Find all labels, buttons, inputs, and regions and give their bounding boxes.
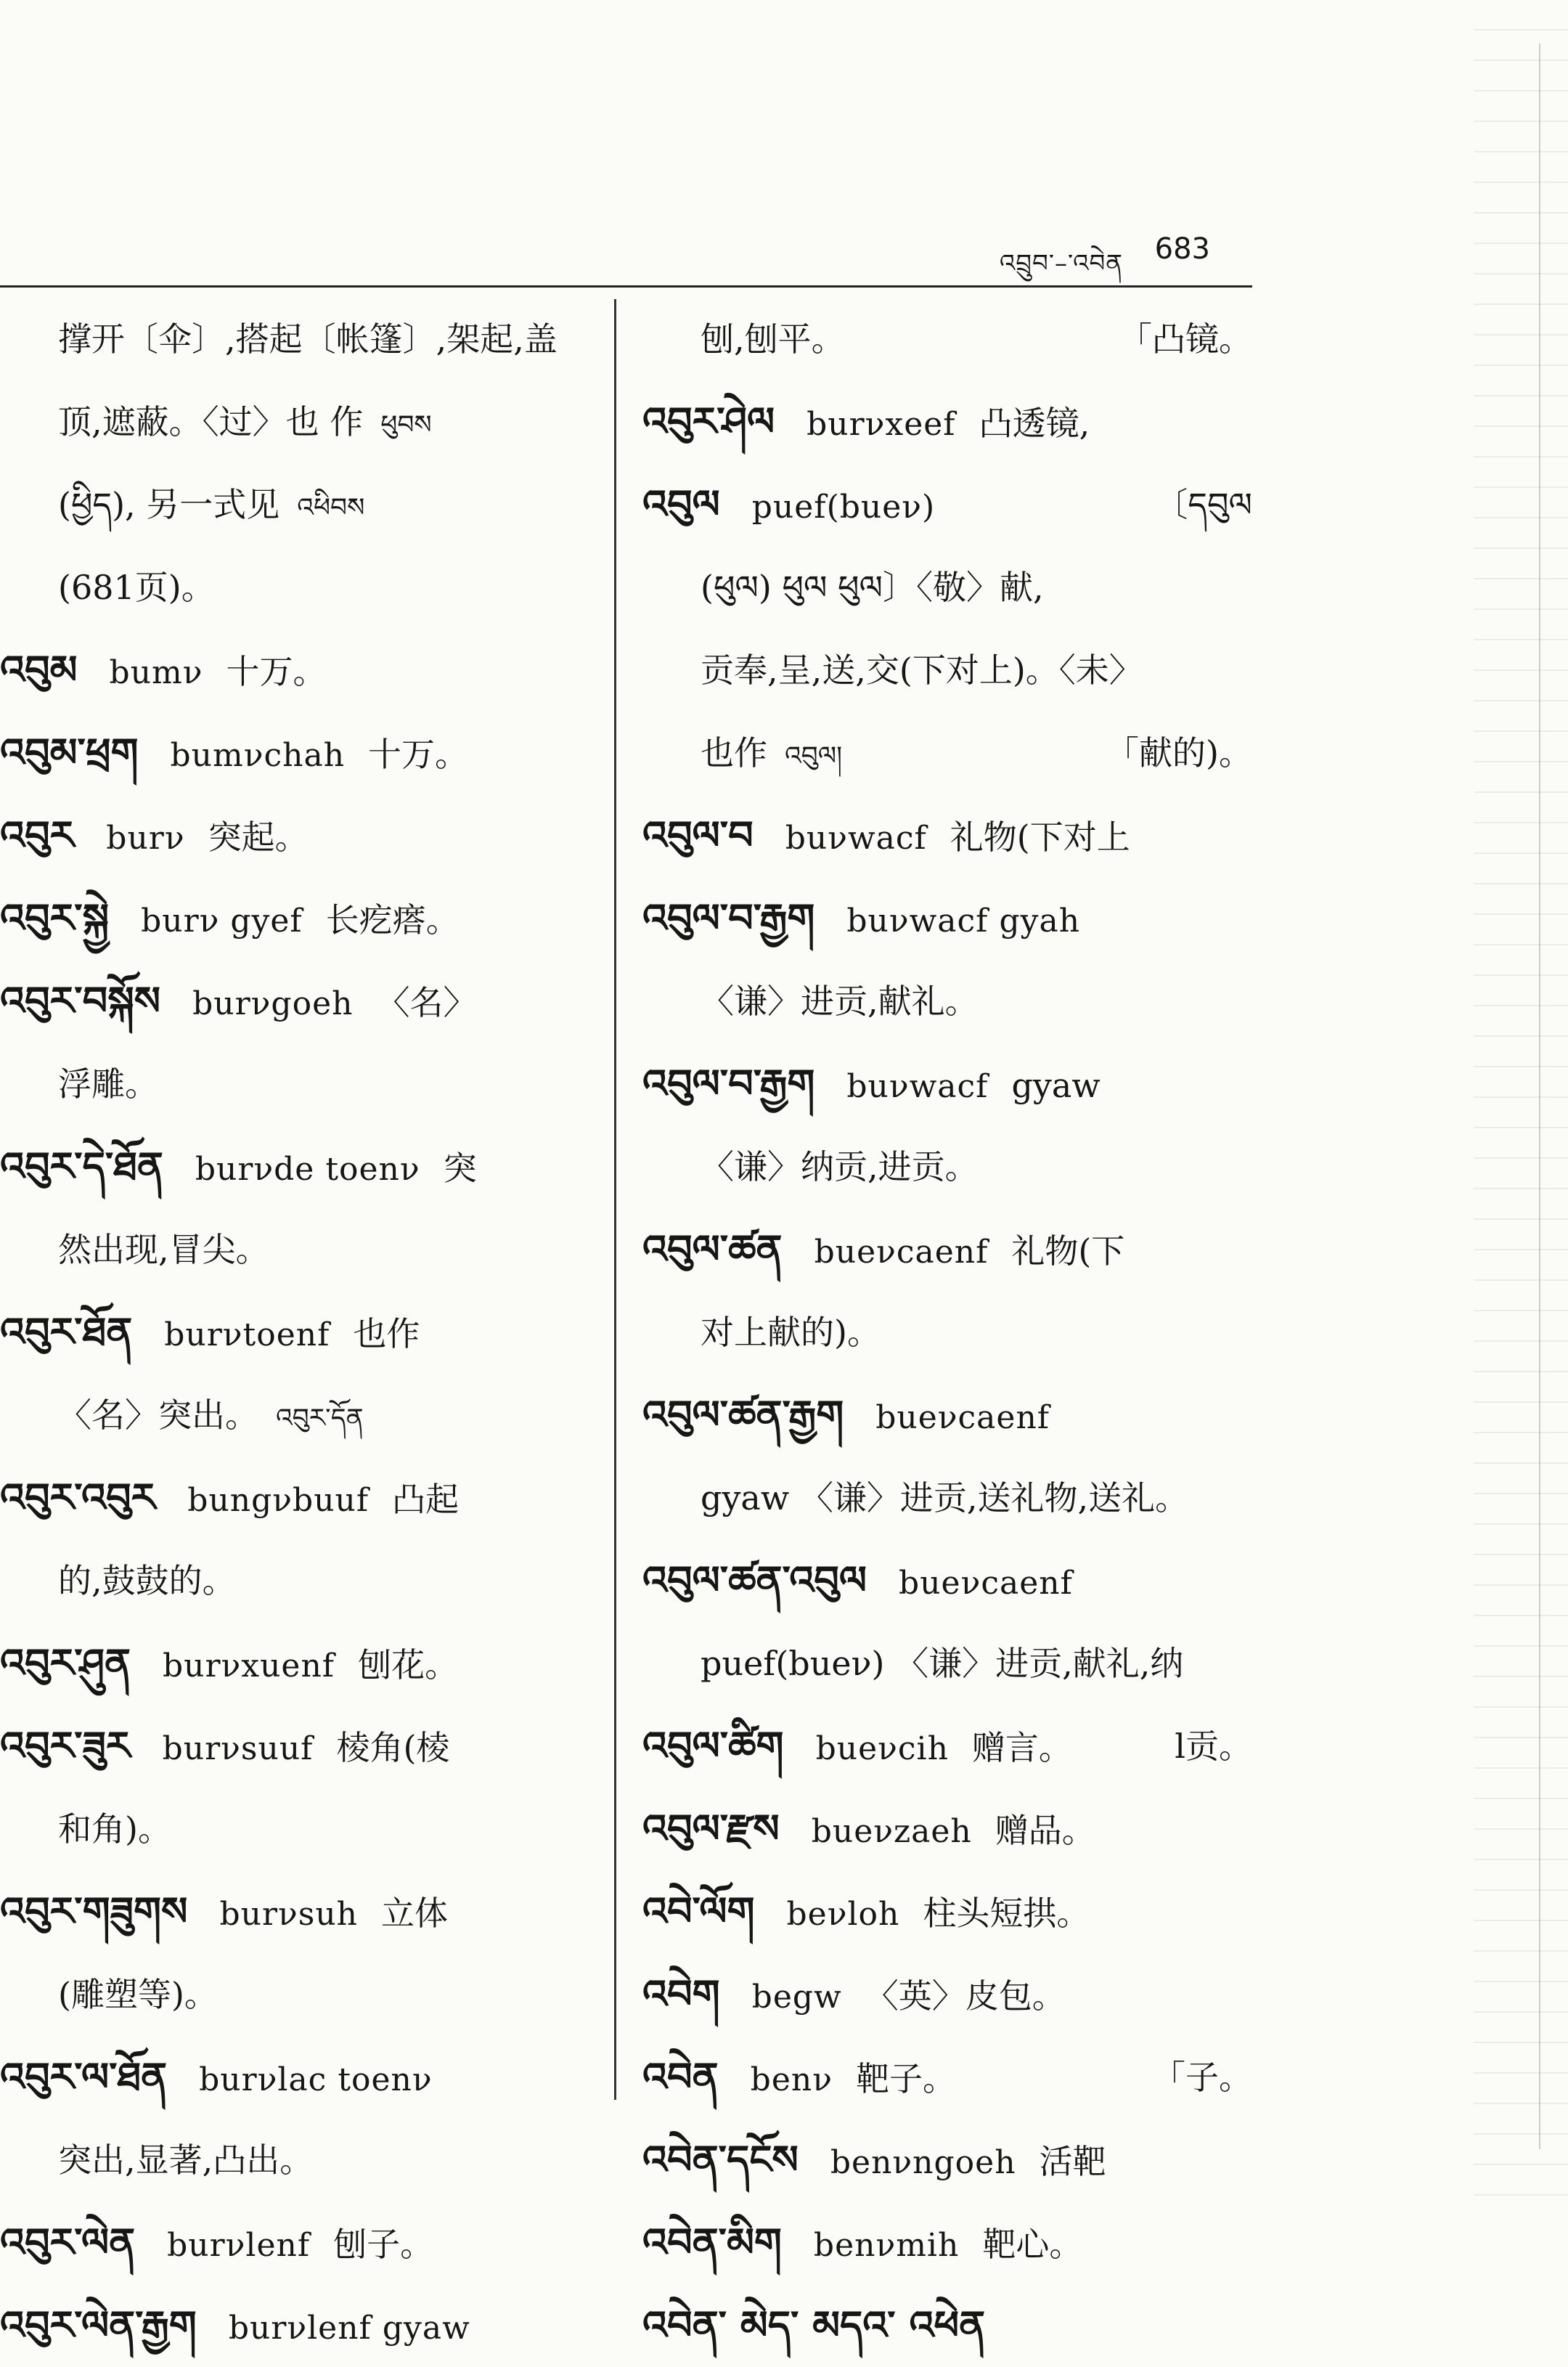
dictionary-line (642, 1208, 1252, 1291)
definition-text: 立体 (381, 1894, 448, 1933)
guide-word: འབྲུབ་–་འབེན (999, 249, 1123, 278)
headword-tibetan: འབུལ་ཚན་རྒྱག (642, 1392, 844, 1438)
headword-romanization: bueνzaeh (811, 1813, 972, 1850)
definition-text: 浮雕。 (58, 1064, 158, 1104)
headword-romanization: burνlac toenν (199, 2061, 433, 2098)
definition-text: 也作 (701, 733, 767, 773)
cross-reference-tibetan: འཕིབས (297, 493, 365, 523)
headword-tibetan: འབུལ་ཚན་འབུལ (642, 1557, 867, 1603)
headword-tibetan: འབེན (642, 2054, 719, 2100)
headword-tibetan: འབུར་ཤུན (0, 1640, 131, 1686)
definition-text: 突 (443, 1149, 477, 1188)
definition-text: 靶子。 (855, 2059, 956, 2098)
headword-tibetan: འབེ་ལོག (642, 1889, 755, 1934)
definition-text: 对上献的)。 (701, 1313, 881, 1352)
headword-romanization: burν gyef (141, 903, 303, 940)
right-column (642, 298, 1252, 2367)
dictionary-line (642, 298, 1252, 380)
headword-romanization: bueνcaenf (814, 1234, 989, 1271)
headword-romanization: buνwacf gyah (846, 903, 1081, 940)
header-rule (0, 285, 1252, 288)
dictionary-line (642, 380, 1252, 463)
definition-text: 赠品。 (995, 1811, 1095, 1850)
headword-romanization: bueνcaenf (899, 1565, 1073, 1602)
dictionary-line (642, 712, 1252, 794)
dictionary-line (0, 2201, 588, 2284)
definition-text: 礼物(下 (1011, 1231, 1125, 1271)
headword-tibetan: འབུར་ཟུར (0, 1723, 131, 1769)
definition-text: 突出,显著,凸出。 (58, 2140, 314, 2180)
headword-romanization: benνngoeh (830, 2144, 1016, 2181)
dictionary-line (0, 1043, 588, 1125)
dictionary-line (642, 546, 1252, 629)
continuation-note: l贡。 (1175, 1727, 1252, 1766)
headword-tibetan: འབུར་ཤེལ (642, 399, 775, 444)
headword-tibetan: འབུམ (0, 647, 78, 693)
dictionary-line (642, 1374, 1252, 1457)
definition-text: 贡奉,呈,送,交(下对上)。〈未〉 (701, 651, 1143, 690)
continuation-note: 「子。 (1152, 2058, 1252, 2097)
definition-text: 凸透镜, (979, 404, 1090, 443)
dictionary-line (642, 1870, 1252, 1953)
headword-tibetan: འབུལ་བ (642, 812, 754, 858)
page-number: 683 (1154, 232, 1210, 266)
dictionary-line (642, 1539, 1252, 1622)
headword-tibetan: འབེན་ མེད་ མདའ་ འཕེན (642, 2302, 986, 2348)
dictionary-line (0, 298, 588, 380)
dictionary-line (642, 629, 1252, 712)
continuation-note: 〔དབུལ (1154, 485, 1252, 524)
dictionary-line (0, 629, 588, 712)
dictionary-line (642, 960, 1252, 1043)
dictionary-line (0, 1457, 588, 1539)
definition-text: 赠言。 (971, 1728, 1072, 1767)
headword-romanization: burνlenf (167, 2227, 311, 2264)
dictionary-line (642, 2284, 1252, 2367)
page-header (0, 218, 1252, 276)
dictionary-line (642, 1125, 1252, 1208)
headword-tibetan: འབུར་བསྐོས (0, 978, 161, 1024)
definition-text: 〈英〉皮包。 (865, 1976, 1066, 2016)
headword-romanization: buνwacf (846, 1068, 989, 1105)
headword-romanization: buνwacf (785, 820, 927, 857)
dictionary-line (0, 1622, 588, 1705)
headword-romanization: bumν (109, 654, 203, 691)
definition-text: (ཕུལ) ཕུལ ཕུལ〕〈敬〉献, (701, 568, 1044, 607)
definition-text: (雕塑等)。 (58, 1975, 218, 2014)
continuation-note: 「献的)。 (1106, 733, 1252, 773)
headword-tibetan: འབུལ་རྫས (642, 1806, 780, 1851)
headword-tibetan: འབུལ་བ་རྒྱག (642, 895, 815, 941)
definition-text: gyaw 〈谦〉进贡,送礼物,送礼。 (701, 1478, 1189, 1517)
scan-edge-line (1539, 44, 1540, 2149)
definition-text: 顶,遮蔽。〈过〉也 作 (58, 402, 364, 441)
dictionary-line (0, 960, 588, 1043)
headword-romanization: bumνchah (170, 737, 346, 774)
dictionary-line (642, 2036, 1252, 2119)
headword-tibetan: འབུར་ལེན་རྒྱག (0, 2302, 197, 2348)
headword-romanization: beνloh (786, 1896, 900, 1933)
definition-text: 突起。 (208, 818, 309, 857)
headword-tibetan: འབུར (0, 812, 75, 858)
definition-text: 也作 (353, 1314, 420, 1353)
headword-romanization: burν (106, 820, 185, 857)
headword-tibetan: འབུལ་ཚན (642, 1226, 783, 1272)
definition-text: 十万。 (368, 735, 469, 774)
dictionary-line (0, 2119, 588, 2201)
definition-text: 刨,刨平。 (701, 319, 845, 359)
headword-romanization: burνtoenf (164, 1316, 330, 1353)
definition-text: 长疙瘩。 (325, 900, 460, 940)
dictionary-line (642, 1291, 1252, 1374)
dictionary-line (0, 1539, 588, 1622)
dictionary-line (642, 877, 1252, 960)
dictionary-line (0, 1705, 588, 1788)
headword-romanization: burνsuh (219, 1896, 358, 1933)
dictionary-line (0, 1125, 588, 1208)
dictionary-line (642, 1043, 1252, 1125)
dictionary-line (0, 1291, 588, 1374)
definition-text: (681页)。 (58, 568, 215, 607)
cross-reference-tibetan: འབུལ། (785, 741, 843, 771)
dictionary-line (0, 712, 588, 794)
dictionary-line (0, 546, 588, 629)
dictionary-line (0, 794, 588, 877)
continuation-note: 「凸镜。 (1119, 319, 1252, 359)
headword-tibetan: འབེན་མིག (642, 2220, 782, 2265)
headword-tibetan: འབུར་ལེན (0, 2220, 136, 2265)
headword-romanization: begw (751, 1979, 842, 2016)
dictionary-line (642, 1953, 1252, 2036)
definition-text: 靶心。 (982, 2225, 1083, 2264)
dictionary-line (642, 1457, 1252, 1539)
headword-tibetan: འབུར་གཟུགས (0, 1889, 188, 1934)
headword-romanization: benν (750, 2061, 833, 2098)
headword-romanization: burνsuuf (162, 1730, 314, 1767)
dictionary-line (0, 1953, 588, 2036)
dictionary-line (0, 2284, 588, 2367)
dictionary-line (0, 1788, 588, 1870)
dictionary-line (0, 380, 588, 463)
definition-text: gyaw (1011, 1066, 1101, 1105)
definition-text: 撑开〔伞〕,搭起〔帐篷〕,架起,盖 (58, 319, 558, 359)
headword-romanization: burνxuenf (162, 1647, 335, 1684)
dictionary-line (642, 463, 1252, 546)
definition-text: 活靶 (1039, 2142, 1106, 2181)
definition-text: 和角)。 (58, 1809, 171, 1849)
dictionary-line (0, 1374, 588, 1457)
definition-text: (ཕྱིད), 另一式见 (58, 485, 280, 524)
dictionary-line (642, 1622, 1252, 1705)
headword-tibetan: འབུལ (642, 481, 720, 527)
definition-text: 棱角(棱 (336, 1728, 450, 1767)
definition-text: 十万。 (226, 652, 327, 691)
left-column (0, 298, 588, 2367)
dictionary-line (0, 1870, 588, 1953)
definition-text: 刨花。 (358, 1645, 459, 1684)
headword-romanization: burνde toenν (195, 1151, 420, 1188)
headword-tibetan: འབུར་ལ་ཐོན (0, 2054, 168, 2100)
dictionary-line (0, 2036, 588, 2119)
headword-tibetan: འབུར་འབུར (0, 1475, 156, 1520)
scan-margin (1474, 0, 1568, 2204)
headword-tibetan: འབུར་དེ་ཐོན (0, 1144, 163, 1189)
definition-text: puef(bueν) 〈谦〉进贡,献礼,纳 (701, 1644, 1184, 1683)
dictionary-line (0, 877, 588, 960)
headword-tibetan: འབུལ་བ་རྒྱག (642, 1061, 815, 1107)
headword-tibetan: འབུལ་ཚིག (642, 1723, 784, 1769)
headword-romanization: bueνcaenf (875, 1399, 1050, 1436)
cross-reference-tibetan: ཕུབས (380, 410, 432, 440)
dictionary-line (0, 463, 588, 546)
definition-text: 〈谦〉进贡,献礼。 (701, 982, 979, 1021)
headword-romanization: bueνcih (815, 1730, 949, 1767)
column-divider (614, 299, 616, 2100)
headword-romanization: bungνbuuf (187, 1482, 369, 1519)
headword-tibetan: འབེག (642, 1971, 720, 2017)
definition-text: 凸起 (392, 1480, 460, 1519)
definition-text: 〈谦〉纳贡,进贡。 (701, 1147, 979, 1186)
headword-romanization: burνgoeh (192, 985, 354, 1022)
definition-text: 柱头短拱。 (923, 1894, 1090, 1933)
dictionary-line (642, 1705, 1252, 1788)
definition-text: 刨子。 (333, 2225, 434, 2264)
headword-romanization: burνxeef (807, 406, 956, 443)
dictionary-line (642, 2201, 1252, 2284)
dictionary-line (642, 1788, 1252, 1870)
dictionary-line (0, 1208, 588, 1291)
cross-reference-tibetan: འབུར་དོན (276, 1404, 364, 1433)
headword-romanization: burνlenf gyaw (228, 2310, 470, 2347)
headword-tibetan: འབུར་ཐོན (0, 1309, 133, 1355)
definition-text: 〈名〉 (376, 983, 477, 1022)
definition-text: 〈名〉突出。 (58, 1396, 258, 1435)
headword-tibetan: འབེན་དངོས (642, 2137, 799, 2183)
dictionary-line (642, 2119, 1252, 2201)
headword-tibetan: འབུམ་ཕྲག (0, 730, 139, 775)
headword-romanization: puef(bueν) (751, 489, 936, 526)
definition-text: 礼物(下对上 (950, 818, 1130, 857)
definition-text: 的,鼓鼓的。 (58, 1561, 236, 1600)
headword-romanization: benνmih (813, 2227, 960, 2264)
dictionary-line (642, 794, 1252, 877)
headword-tibetan: འབུར་སྐྱེ (0, 895, 110, 941)
definition-text: 然出现,冒尖。 (58, 1230, 269, 1269)
